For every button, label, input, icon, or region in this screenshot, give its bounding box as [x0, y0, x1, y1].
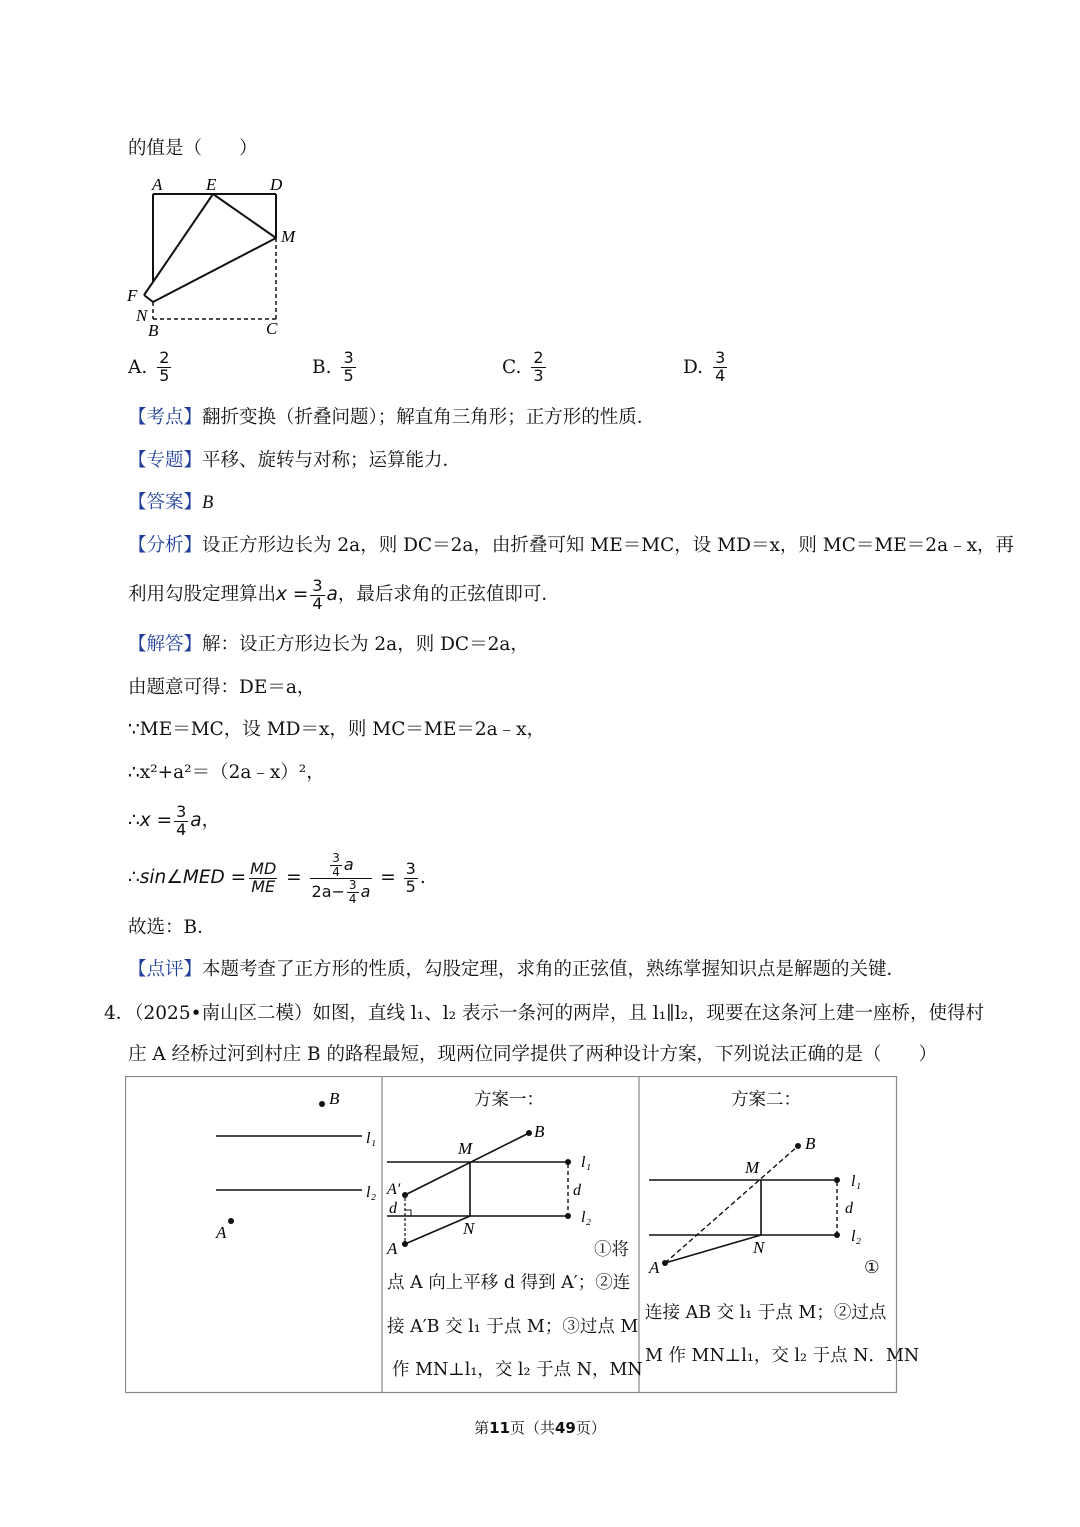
plan1-label-Aprime: A′	[387, 1181, 401, 1198]
fenxi-line-1: 【分析】设正方形边长为 2a，则 DC＝2a，由折叠可知 ME＝MC，设 MD＝x，则 MC＝ME＝2a﹣x，再	[128, 535, 1015, 556]
plan1-label-l2: l₂	[581, 1209, 592, 1226]
jieda-line-4: ∴x²+a²＝（2a﹣x）²，	[128, 762, 325, 783]
fenxi-line-2: 利用勾股定理算出 x = $\frac{3}{4}$ a ，最后求角的正弦值即可．	[128, 576, 560, 613]
label-E: E	[206, 175, 217, 194]
option-a[interactable]: A. $\frac{2}{5}$	[128, 348, 170, 385]
label-F: F	[127, 286, 138, 305]
plan1-label-N: N	[463, 1219, 475, 1238]
q4-line-1: 4．（2025•南山区二模）如图，直线 l₁、l₂ 表示一条河的两岸，且 l₁∥l₂，现要在这条河上建一座桥，使得村	[104, 1003, 985, 1024]
option-c[interactable]: C. $\frac{2}{3}$	[502, 348, 544, 385]
plan2-label-A: A	[649, 1258, 660, 1277]
plan1-text-2: 接 A′B 交 l₁ 于点 M；③过点 M	[387, 1317, 639, 1337]
plan2-text-2: M 作 MN⊥l₁，交 l₂ 于点 N．MN	[645, 1346, 920, 1366]
plan1-figure	[383, 1118, 638, 1258]
plan2-label-B: B	[805, 1134, 816, 1153]
label-D: D	[270, 175, 283, 194]
label-M: M	[281, 227, 296, 246]
label-B: B	[148, 321, 159, 340]
plan2-label-d: d	[845, 1200, 853, 1217]
daan-line: 【答案】B	[128, 492, 214, 513]
guxuan-line: 故选：B．	[128, 917, 216, 938]
q4-line-2: 庄 A 经桥过河到村庄 B 的路程最短，现两位同学提供了两种设计方案，下列说法正确的是（ ）	[128, 1044, 937, 1065]
plan1-label-M: M	[458, 1139, 473, 1158]
plan1-label-d-right: d	[573, 1182, 581, 1199]
option-d[interactable]: D. $\frac{3}{4}$	[683, 348, 726, 385]
plan1-label-l1: l₁	[581, 1154, 592, 1171]
jieda-line-3: ∵ME＝MC，设 MD＝x，则 MC＝ME＝2a﹣x，	[128, 719, 546, 740]
cell1-label-B: B	[329, 1089, 340, 1108]
option-b[interactable]: B. $\frac{3}{5}$	[312, 348, 354, 385]
plan2-label-M: M	[745, 1158, 760, 1177]
plan1-text-3: 作 MN⊥l₁，交 l₂ 于点 N，MN	[392, 1360, 643, 1380]
cell1-label-A: A	[216, 1223, 227, 1242]
plan2-title: 方案二：	[731, 1090, 801, 1110]
jieda-line-1: 【解答】解：设正方形边长为 2a，则 DC＝2a，	[128, 634, 529, 655]
label-A: A	[152, 175, 163, 194]
plan2-label-l2: l₂	[851, 1228, 862, 1245]
plan1-text-1: 点 A 向上平移 d 得到 A′；②连	[387, 1273, 631, 1293]
label-N: N	[136, 306, 148, 325]
plan2-label-N: N	[753, 1238, 765, 1257]
cell1-label-l2: l₂	[366, 1184, 377, 1201]
plan1-label-A: A	[387, 1239, 398, 1258]
page-footer: 第11页（共49页）	[474, 1419, 606, 1437]
jieda-line-2: 由题意可得：DE＝a，	[128, 677, 316, 698]
jieda-line-5: ∴x = $\frac{3}{4}$ a ，	[128, 802, 221, 839]
cell1-label-l1: l₁	[366, 1130, 377, 1147]
question-stem-tail: 的值是（ ）	[128, 138, 258, 159]
plan1-text-0: ①将	[594, 1240, 629, 1260]
label-C: C	[266, 319, 278, 338]
plan1-title: 方案一：	[474, 1090, 544, 1110]
plan2-text-0: ①	[864, 1258, 880, 1278]
plan2-text-1: 连接 AB 交 l₁ 于点 M；②过点	[645, 1303, 887, 1323]
plan1-label-d-left: d	[389, 1200, 397, 1217]
square-fold-figure	[120, 170, 320, 345]
dianping-line: 【点评】本题考查了正方形的性质，勾股定理，求角的正弦值，熟练掌握知识点是解题的关键．	[128, 959, 906, 980]
jieda-line-6: ∴sin∠MED = $\frac{MD}{ME}$ = $\frac{3}{4}$ a 2a− $\frac{3}{4}$ a = $\frac{3}{5}$ .	[128, 851, 426, 906]
zhuanti-line: 【专题】平移、旋转与对称；运算能力．	[128, 450, 462, 471]
q4-cell1-figure	[126, 1077, 381, 1257]
kaodian-line: 【考点】翻折变换（折叠问题）；解直角三角形；正方形的性质．	[128, 407, 656, 428]
plan2-label-l1: l₁	[851, 1173, 862, 1190]
plan1-label-B: B	[534, 1122, 545, 1141]
plan2-figure	[641, 1128, 896, 1278]
